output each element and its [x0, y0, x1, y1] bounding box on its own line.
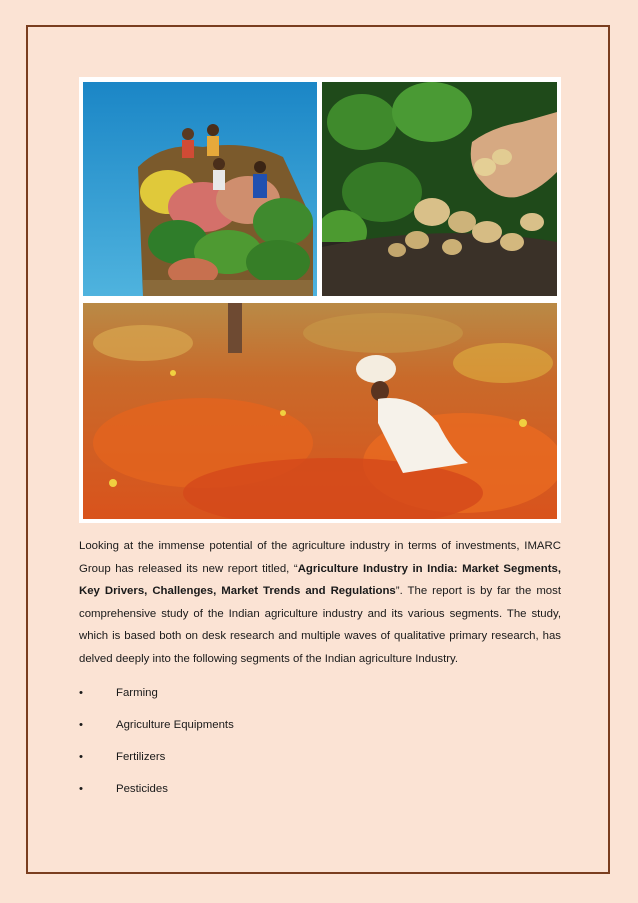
list-item — [79, 747, 561, 779]
report-title: Agriculture Industry in India: Market Segments, Key Drivers, Challenges, Market Trends and Regulations — [79, 562, 561, 598]
list-item-label: Agriculture Equipments — [116, 719, 234, 731]
intro-paragraph — [79, 535, 561, 671]
list-item — [79, 779, 561, 811]
agriculture-truck-photo — [83, 82, 317, 296]
list-item-label: Fertilizers — [116, 751, 166, 763]
bullet-icon: • — [79, 687, 83, 699]
bullet-icon: • — [79, 719, 83, 731]
paragraph-text-start: Looking at the immense potential of the agriculture industry in terms of investments, IMARC Group has released its new report titled, “ — [79, 540, 561, 575]
list-item — [79, 683, 561, 715]
farmer-in-field-photo — [83, 303, 557, 519]
potato-harvest-photo — [322, 82, 557, 296]
photo-collage — [79, 77, 561, 523]
segment-list — [79, 683, 561, 811]
bullet-icon: • — [79, 751, 83, 763]
paragraph-text-end: ”. The report is by far the most comprehensive study of the Indian agriculture industry and its various segments. The study, which is based both on desk research and multiple waves of qualitative primary research, has delved deeply into the following segments of the Indian agriculture Industry. — [79, 585, 562, 665]
list-item-label: Farming — [116, 687, 158, 699]
bullet-icon: • — [79, 783, 83, 795]
list-item-label: Pesticides — [116, 783, 168, 795]
list-item — [79, 715, 561, 747]
